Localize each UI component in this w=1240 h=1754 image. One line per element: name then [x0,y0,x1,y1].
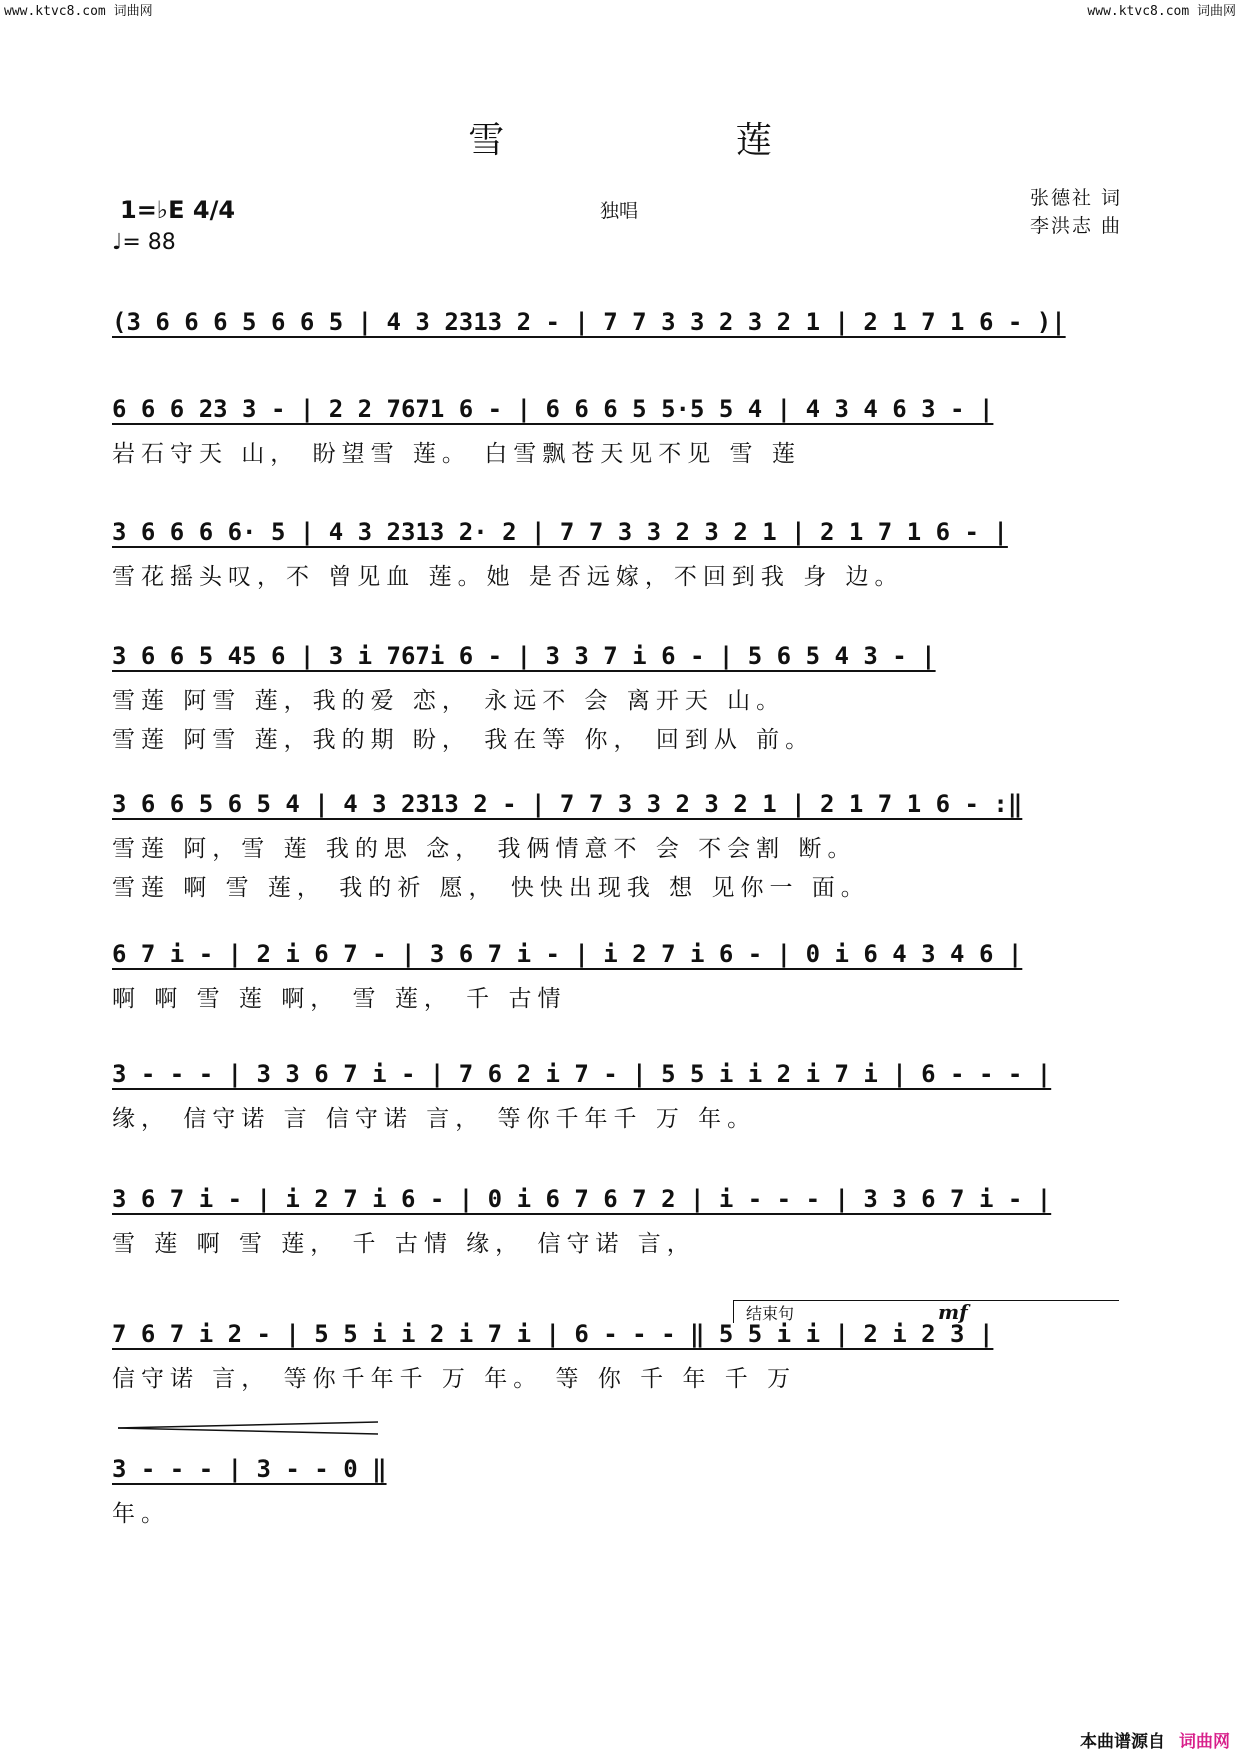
lyric-line: 雪莲 啊 雪 莲， 我的祈 愿， 快快出现我 想 见你一 面。 [112,875,870,901]
notation-line: 3 6 7 i - | i 2 7 i 6 - | 0 i 6 7 6 7 2 | i - - - | 3 3 6 7 i - | [112,1185,1052,1213]
score-system [112,1320,1122,1393]
key-signature: 1=♭E 4/4 [120,196,236,224]
lyric-line: 岩石守天 山， 盼望雪 莲。 白雪飘苍天见不见 雪 莲 [112,441,801,467]
notation-line: 3 6 6 5 45 6 | 3 i 767i 6 - | 3 3 7 i 6 - | 5 6 5 4 3 - | [112,642,936,670]
lyricist-credit: 张德社 词 [1029,187,1122,209]
decrescendo-hairpin [118,1420,378,1436]
header-right: www.ktvc8.com 词曲网 [1087,4,1236,19]
tempo-marking: ♩= 88 [112,230,176,255]
performance-style: 独唱 [600,200,639,222]
ending-label: 结束句 [746,1304,795,1323]
song-title: 雪 莲 [468,120,882,161]
footer-brand: 词曲网 [1179,1732,1230,1752]
score-system [112,940,1122,1013]
notation-line: 7 6 7 i 2 - | 5 5 i i 2 i 7 i | 6 - - - ‖ 5 5 i i | 2 i 2 3 | [112,1320,994,1348]
dynamic-marking: mf [938,1300,968,1324]
lyric-line: 年。 [112,1501,170,1527]
credits [1030,184,1122,240]
lyric-line: 雪莲 阿，雪 莲 我的思 念， 我俩情意不 会 不会割 断。 [112,836,857,862]
lyric-line: 雪 莲 啊 雪 莲， 千 古情 缘， 信守诺 言， [112,1231,696,1257]
lyric-line: 雪花摇头叹，不 曾见血 莲。她 是否远嫁，不回到我 身 边。 [112,564,904,590]
notation-line: 6 7 i - | 2 i 6 7 - | 3 6 7 i - | i 2 7 i 6 - | 0 i 6 4 3 4 6 | [112,940,1023,968]
score-system [112,1185,1122,1258]
lyric-line: 雪莲 阿雪 莲，我的期 盼， 我在等 你， 回到从 前。 [112,727,815,753]
score-system [112,395,1122,468]
score-system [112,308,1122,336]
score-system [112,1455,1122,1528]
notation-line: (3 6 6 6 5 6 6 5 | 4 3 2313 2 - | 7 7 3 3 2 3 2 1 | 2 1 7 1 6 - )| [112,308,1066,336]
notation-line: 3 - - - | 3 - - 0 ‖ [112,1455,387,1483]
notation-line: 6 6 6 23 3 - | 2 2 7671 6 - | 6 6 6 5 5·5 5 4 | 4 3 4 6 3 - | [112,395,994,423]
notation-line: 3 6 6 5 6 5 4 | 4 3 2313 2 - | 7 7 3 3 2 3 2 1 | 2 1 7 1 6 - :‖ [112,790,1023,818]
lyric-line: 信守诺 言， 等你千年千 万 年。 等 你 千 年 千 万 [112,1366,797,1392]
score-system [112,518,1122,591]
lyric-line: 雪莲 阿雪 莲，我的爱 恋， 永远不 会 离开天 山。 [112,688,786,714]
notation-line: 3 6 6 6 6· 5 | 4 3 2313 2· 2 | 7 7 3 3 2 3 2 1 | 2 1 7 1 6 - | [112,518,1008,546]
score-system [112,1060,1122,1133]
footer-source: 本曲谱源自 [1080,1732,1165,1752]
lyric-line: 啊 啊 雪 莲 啊， 雪 莲， 千 古情 [112,986,567,1012]
score-system [112,790,1122,902]
footer [1080,1727,1230,1752]
composer-credit: 李洪志 曲 [1029,215,1122,237]
header-left: www.ktvc8.com 词曲网 [4,4,153,19]
score-system [112,642,1122,754]
lyric-line: 缘， 信守诺 言 信守诺 言， 等你千年千 万 年。 [112,1106,757,1132]
ending-bracket [733,1300,1119,1323]
notation-line: 3 - - - | 3 3 6 7 i - | 7 6 2 i 7 - | 5 5 i i 2 i 7 i | 6 - - - | [112,1060,1052,1088]
